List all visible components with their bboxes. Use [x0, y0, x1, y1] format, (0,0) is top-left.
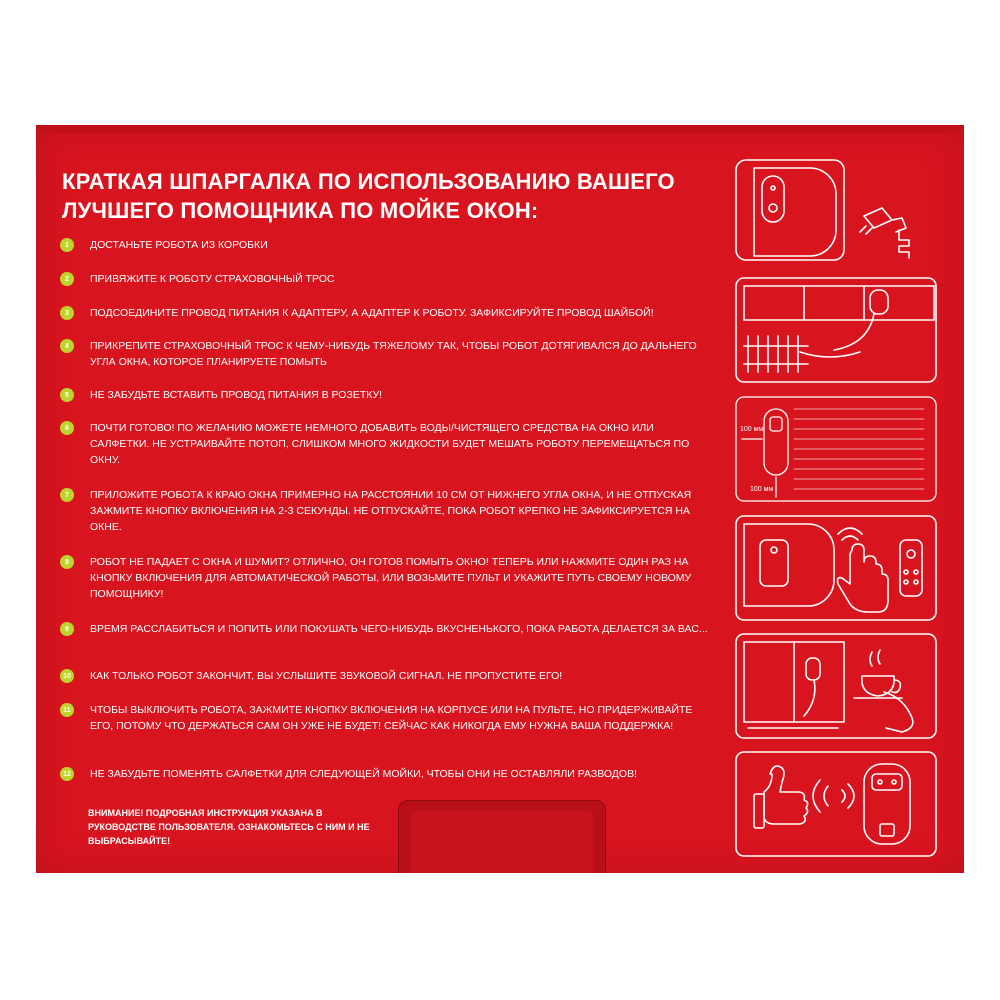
step-text: КАК ТОЛЬКО РОБОТ ЗАКОНЧИТ, ВЫ УСЛЫШИТЕ ЗВУКОВОЙ СИГНАЛ. НЕ ПРОПУСТИТЕ ЕГО! — [90, 670, 563, 682]
step-text: НЕ ЗАБУДЬТЕ ВСТАВИТЬ ПРОВОД ПИТАНИЯ В РОЗЕТКУ! — [90, 389, 383, 401]
handle-cutout-inner — [411, 811, 593, 881]
step-text: РОБОТ НЕ ПАДАЕТ С ОКНА И ШУМИТ? ОТЛИЧНО, ОН ГОТОВ ПОМЫТЬ ОКНО! ТЕПЕРЬ ИЛИ НАЖМИТЕ ОДИН РАЗ НА КНОПКУ ВКЛЮЧЕНИЯ ДЛЯ АВТОМАТИЧЕСКОЙ РАБОТЫ, ИЛИ ВОЗЬМИТЕ ПУЛЬТ И УКАЖИТЕ ПУТЬ СВОЕМУ НОВОМУ ПОМОЩНИКУ! — [90, 556, 692, 600]
step-11 — [60, 702, 720, 734]
step-10 — [60, 668, 720, 684]
step-number: 3 — [60, 306, 74, 320]
step-9 — [60, 621, 720, 637]
step-number: 9 — [60, 622, 74, 636]
step-text: ПРИКРЕПИТЕ СТРАХОВОЧНЫЙ ТРОС К ЧЕМУ-НИБУДЬ ТЯЖЕЛОМУ ТАК, ЧТОБЫ РОБОТ ДОТЯГИВАЛСЯ ДО ДАЛЬНЕГО УГЛА ОКНА, КОТОРОЕ ПЛАНИРУЕТЕ ПОМЫТЬ — [90, 340, 697, 368]
step-number: 12 — [60, 767, 74, 781]
step-number: 6 — [60, 421, 74, 435]
hand-remote-icon — [734, 514, 938, 622]
step-6 — [60, 420, 720, 468]
measure-label-bottom: 100 мм — [750, 486, 774, 493]
thumbs-up-robot-icon — [734, 750, 938, 858]
step-4 — [60, 338, 720, 370]
cheat-sheet-title: КРАТКАЯ ШПАРГАЛКА ПО ИСПОЛЬЗОВАНИЮ ВАШЕГО ЛУЧШЕГО ПОМОЩНИКА ПО МОЙКЕ ОКОН: — [62, 169, 675, 223]
step-1 — [60, 237, 720, 253]
step-number: 8 — [60, 555, 74, 569]
step-text: ВРЕМЯ РАССЛАБИТЬСЯ И ПОПИТЬ ИЛИ ПОКУШАТЬ ЧЕГО-НИБУДЬ ВКУСНЕНЬКОГО, ПОКА РАБОТА ДЕЛАЕТСЯ ЗА ВАС... — [90, 623, 708, 635]
step-text: НЕ ЗАБУДЬТЕ ПОМЕНЯТЬ САЛФЕТКИ ДЛЯ СЛЕДУЮЩЕЙ МОЙКИ, ЧТОБЫ ОНИ НЕ ОСТАВЛЯЛИ РАЗВОДОВ! — [90, 768, 638, 780]
step-5 — [60, 387, 720, 403]
step-text: ПРИЛОЖИТЕ РОБОТА К КРАЮ ОКНА ПРИМЕРНО НА РАССТОЯНИИ 10 СМ ОТ НИЖНЕГО УГЛА ОКНА, И НЕ ОТПУСКАЯ ЗАЖМИТЕ КНОПКУ ВКЛЮЧЕНИЯ НА 2-3 СЕКУНДЫ. НЕ ОТПУСКАЙТЕ, ПОКА РОБОТ КРЕПКО НЕ ЗАФИКСИРУЕТСЯ НА ОКНЕ. — [90, 489, 692, 533]
step-3 — [60, 305, 720, 321]
background-bottom — [0, 873, 1000, 1000]
warning-note: ВНИМАНИЕ! ПОДРОБНАЯ ИНСТРУКЦИЯ УКАЗАНА В РУКОВОДСТВЕ ПОЛЬЗОВАТЕЛЯ. ОЗНАКОМЬТЕСЬ С НИМ И НЕ ВЫБРАСЫВАЙТЕ! — [88, 808, 370, 846]
step-number: 5 — [60, 388, 74, 402]
robot-plug-icon — [734, 158, 938, 268]
step-number: 7 — [60, 488, 74, 502]
step-2 — [60, 271, 720, 287]
coffee-cup-icon — [734, 632, 938, 740]
window-radiator-icon — [734, 276, 938, 384]
illustrations-column — [734, 158, 938, 860]
step-text: ПОДСОЕДИНИТЕ ПРОВОД ПИТАНИЯ К АДАПТЕРУ, А АДАПТЕР К РОБОТУ. ЗАФИКСИРУЙТЕ ПРОВОД ШАЙБОЙ! — [90, 307, 654, 319]
step-8 — [60, 554, 720, 602]
step-text: ПРИВЯЖИТЕ К РОБОТУ СТРАХОВОЧНЫЙ ТРОС — [90, 273, 335, 285]
box-flap — [36, 125, 964, 133]
step-text: ПОЧТИ ГОТОВО! ПО ЖЕЛАНИЮ МОЖЕТЕ НЕМНОГО ДОБАВИТЬ ВОДЫ/ЧИСТЯЩЕГО СРЕДСТВА НА ОКНО ИЛИ САЛФЕТКИ. НЕ УСТРАИВАЙТЕ ПОТОП, СЛИШКОМ МНОГО ЖИДКОСТИ БУДЕТ МЕШАТЬ РОБОТУ ПЕРЕМЕЩАТЬСЯ ПО ОКНУ. — [90, 422, 690, 466]
step-text: ДОСТАНЬТЕ РОБОТА ИЗ КОРОБКИ — [90, 239, 268, 251]
step-number: 10 — [60, 669, 74, 683]
step-text: ЧТОБЫ ВЫКЛЮЧИТЬ РОБОТА, ЗАЖМИТЕ КНОПКУ ВКЛЮЧЕНИЯ НА КОРПУСЕ ИЛИ НА ПУЛЬТЕ, НО ПРИДЕРЖИВАЙТЕ ЕГО, ПОТОМУ ЧТО ДЕРЖАТЬСЯ САМ ОН УЖЕ НЕ БУДЕТ! СЕЙЧАС КАК НИКОГДА ЕМУ НУЖНА ВАША ПОДДЕРЖКА! — [90, 704, 693, 732]
step-7 — [60, 487, 720, 535]
step-number: 2 — [60, 272, 74, 286]
window-measure-icon — [734, 395, 938, 503]
handle-cutout — [398, 800, 606, 882]
measure-label-top: 100 мм — [740, 426, 764, 433]
step-number: 1 — [60, 238, 74, 252]
step-12 — [60, 766, 720, 782]
step-number: 11 — [60, 703, 74, 717]
step-number: 4 — [60, 339, 74, 353]
